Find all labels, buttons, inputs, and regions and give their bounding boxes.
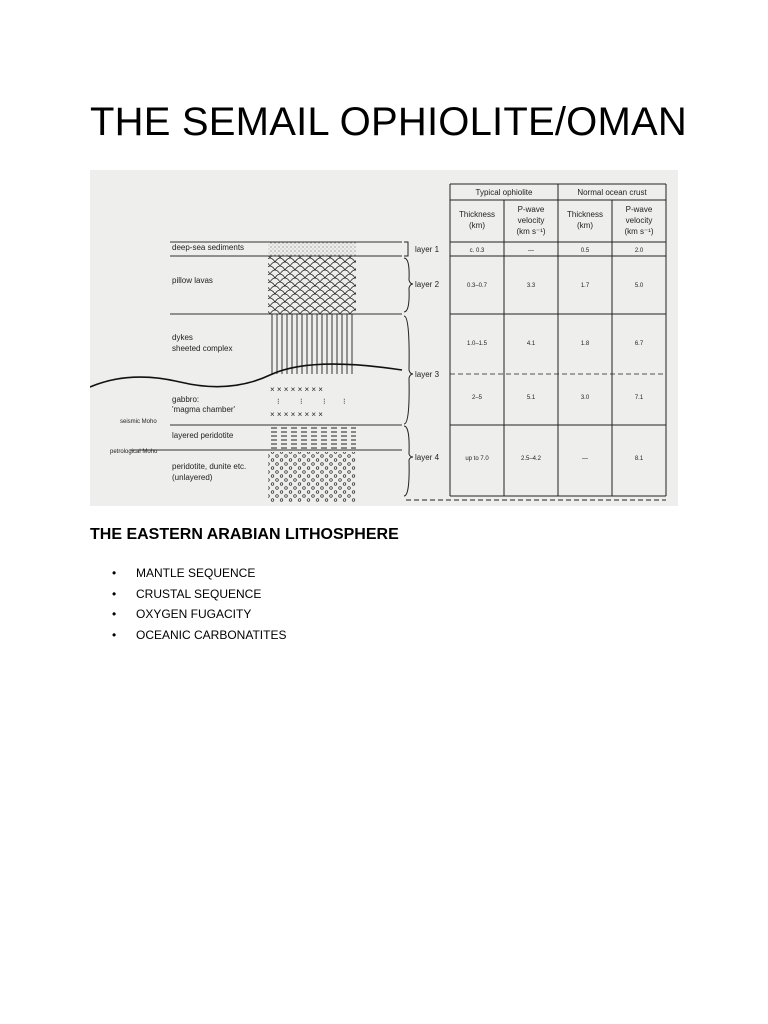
cell: up to 7.0	[465, 456, 489, 462]
cell: 1.0–1.5	[466, 341, 488, 347]
header-velocity-2: velocity	[625, 216, 653, 225]
header-thickness-km-2: (km)	[577, 221, 593, 230]
cell: 6.7	[634, 341, 644, 347]
sediment-pattern	[268, 242, 356, 256]
layered-peridotite-pattern	[268, 427, 356, 449]
header-velocity-1: velocity	[517, 216, 545, 225]
svg-text:⁝: ⁝	[343, 397, 346, 406]
label-peridotite: peridotite, dunite etc.	[172, 462, 247, 471]
header-thickness-2: Thickness	[566, 210, 604, 219]
label-layer-4: layer 4	[415, 453, 440, 462]
pillow-lava-pattern	[268, 256, 356, 314]
list-item	[90, 606, 286, 627]
label-layered-peridotite: layered peridotite	[172, 431, 234, 440]
cell: 5.0	[634, 283, 644, 289]
ophiolite-diagram	[90, 170, 678, 506]
layer-braces	[404, 242, 413, 496]
cell: 3.0	[580, 395, 590, 401]
svg-text:⁝: ⁝	[323, 397, 326, 406]
bullet-list	[90, 565, 286, 647]
header-typical-ophiolite: Typical ophiolite	[475, 188, 533, 197]
cell: 4.1	[526, 341, 536, 347]
list-item	[90, 586, 286, 607]
label-petrological-moho: petrological Moho	[110, 449, 158, 455]
cell: 0.5	[580, 248, 590, 254]
ophiolite-section-figure	[90, 170, 678, 506]
label-layer-2: layer 2	[415, 280, 440, 289]
cell: 2.0	[634, 248, 644, 254]
bullet-icon: •	[112, 586, 117, 601]
label-unlayered: (unlayered)	[172, 473, 213, 482]
label-layer-1: layer 1	[415, 245, 440, 254]
bullet-icon: •	[112, 607, 117, 621]
list-item-text: CRUSTAL SEQUENCE	[136, 586, 262, 601]
cell: 2.5–4.2	[520, 456, 542, 462]
cell: 1.7	[580, 283, 590, 289]
cell: 5.1	[526, 395, 536, 401]
peridotite-pattern	[268, 452, 356, 502]
cell: 8.1	[634, 456, 644, 462]
header-units-1: (km s⁻¹)	[516, 227, 546, 236]
cell: 2–5	[471, 395, 483, 401]
label-dykes: dykes	[172, 333, 193, 342]
label-sheeted-complex: sheeted complex	[172, 344, 233, 353]
list-item	[90, 627, 286, 648]
header-normal-ocean-crust: Normal ocean crust	[577, 188, 647, 197]
header-thickness-km-1: (km)	[469, 221, 485, 230]
bullet-icon: •	[112, 627, 117, 642]
cell: 1.8	[580, 341, 590, 347]
boundary-lines	[130, 242, 402, 450]
cell: 3.3	[526, 283, 536, 289]
cell: 7.1	[634, 395, 644, 401]
header-units-2: (km s⁻¹)	[624, 227, 654, 236]
list-item-text: OCEANIC CARBONATITES	[136, 627, 287, 642]
bullet-icon: •	[112, 566, 117, 580]
cell: 0.3–0.7	[466, 283, 488, 289]
label-sediments: deep-sea sediments	[172, 243, 245, 252]
list-item-text: OXYGEN FUGACITY	[136, 607, 252, 621]
section-heading: THE EASTERN ARABIAN LITHOSPHERE	[90, 526, 399, 543]
list-item	[90, 565, 286, 586]
cell: —	[582, 456, 588, 462]
header-thickness-1: Thickness	[458, 210, 496, 219]
gabbro-crosses	[270, 385, 346, 419]
page-title: THE SEMAIL OPHIOLITE/OMAN	[90, 100, 687, 144]
label-magma-chamber: 'magma chamber'	[172, 405, 236, 414]
svg-text:× × × × × × × ×: × × × × × × × ×	[270, 385, 323, 394]
header-pwave-1: P-wave	[517, 205, 545, 214]
svg-text:⁝: ⁝	[277, 397, 280, 406]
label-seismic-moho: seismic Moho	[120, 419, 157, 425]
svg-text:× × × × × × × ×: × × × × × × × ×	[270, 410, 323, 419]
label-gabbro: gabbro:	[172, 395, 200, 404]
header-pwave-2: P-wave	[625, 205, 653, 214]
cell: c. 0.3	[469, 248, 485, 254]
label-layer-3: layer 3	[415, 370, 440, 379]
svg-text:⁝: ⁝	[300, 397, 303, 406]
label-pillow-lavas: pillow lavas	[172, 276, 213, 285]
cell: —	[528, 248, 534, 254]
list-item-text: MANTLE SEQUENCE	[136, 566, 256, 580]
